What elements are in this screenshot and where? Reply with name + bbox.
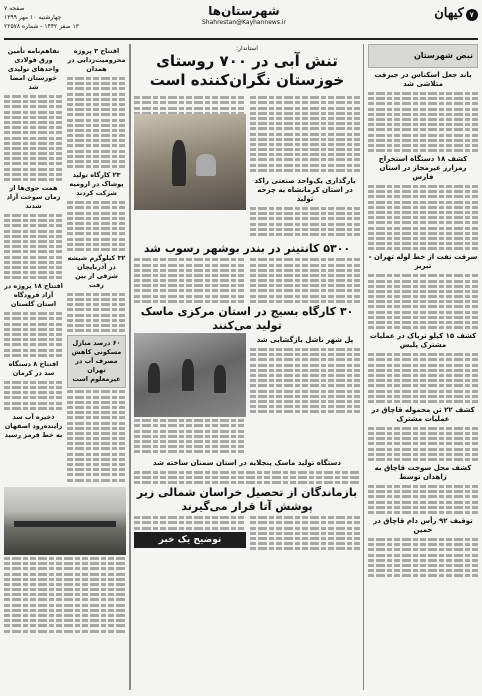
article-body xyxy=(368,538,478,577)
headline: همت جوی‌ها از زمان سوخت آزاد شدند xyxy=(6,184,61,210)
lead-headline: تنش آبی در ۷۰۰ روستای خوزستان نگران‌کننده است xyxy=(149,52,345,89)
article-body xyxy=(250,348,360,413)
article-body xyxy=(250,207,360,236)
article-body xyxy=(368,353,478,403)
headline: سرقت نفت از خط لوله تهران - تبریز xyxy=(368,253,478,271)
headline: ۵۳۰۰ کانتینر در بندر بوشهر رسوب شد xyxy=(143,242,351,256)
headline: افتتاح ۸ دستگاه سد در کرمان xyxy=(8,359,59,377)
article-body xyxy=(4,214,63,279)
masthead xyxy=(4,2,478,40)
article-body xyxy=(368,427,478,461)
issue-number: ۱۳ صفر ۱۴۴۲ - شماره ۲۲۵۷۸ xyxy=(4,23,79,30)
headline: کشف ۲۲ تن محموله قاچاق در عملیات مشترک xyxy=(371,405,475,423)
logo-mark-icon: ۷ xyxy=(466,9,478,21)
article-body xyxy=(250,256,360,305)
workshop-photo xyxy=(134,333,246,417)
lead-body xyxy=(250,94,360,174)
headline: توقیف ۹۲ رأس دام قاچاق در خمین xyxy=(373,516,473,534)
issue-info xyxy=(4,4,96,31)
column-rule xyxy=(130,44,131,690)
article-body xyxy=(368,274,478,329)
headline: افتتاح ۱۸ پروژه در آزاد فرودگاه استان گلستان xyxy=(4,282,63,309)
headline: بارگذاری یک‌واحد صنعتی راکد در استان کرمانشاه به چرخه تولید xyxy=(254,177,356,203)
photo-figure xyxy=(172,140,186,186)
article-body xyxy=(67,293,126,332)
column-left xyxy=(4,44,126,690)
headline: ۳۰ کارگاه بسیج در استان مرکزی ماسک تولید می‌کنند xyxy=(140,305,354,332)
article-body xyxy=(4,557,126,633)
article-body xyxy=(134,256,246,305)
headline: کشف ۱۵ کیلو تریاک در عملیات مشترک پلیس xyxy=(369,332,477,350)
article-body xyxy=(134,516,246,529)
article-body xyxy=(67,201,126,251)
article-body xyxy=(134,419,246,453)
quote-box: ۶۰ درصد منازل مسکونی کاهش مصرف آب در تهران غیرمعلوم است xyxy=(67,335,126,388)
article-body xyxy=(134,471,360,484)
article-body xyxy=(67,390,126,481)
bridge-shape xyxy=(14,521,116,527)
headline: بازماندگان از تحصیل خراسان شمالی زیر پوشش آتا قرار می‌گیرند xyxy=(136,486,358,514)
headline: باند جعل اسکناس در جیرفت متلاشی شد xyxy=(374,71,472,88)
headline: پل شهر ناشل بازگشایی شد xyxy=(256,336,354,344)
bottom-box-title: توضیح یک خبر xyxy=(134,532,246,548)
dam-photo xyxy=(4,487,126,555)
article-body xyxy=(4,381,63,410)
kicker: استاندار: xyxy=(236,45,258,52)
section-title: شهرستان‌ها xyxy=(208,4,280,18)
headline: ۳۲ کیلوگرم شیشه در آذربایجان شرقی از بین رفت xyxy=(67,253,126,289)
column-middle xyxy=(134,44,360,690)
article-body xyxy=(4,95,63,181)
headline: کشف ۱۸ دستگاه استخراج رمزارز غیرمجاز در استان فارس xyxy=(378,155,468,182)
page-number: صفحه ۷ xyxy=(4,5,25,12)
lead-photo xyxy=(134,114,246,210)
article-body xyxy=(67,77,126,168)
article-body xyxy=(250,514,360,553)
article-body xyxy=(368,485,478,514)
headline: کشف محل سوخت قاچاق به زاهدان توسط xyxy=(374,464,472,481)
section-email: Shahrestan@Kayhannews.ir xyxy=(202,19,286,26)
article-body xyxy=(368,185,478,250)
article-body xyxy=(4,312,63,357)
headline: ۲۳ کارگاه تولید پوشاک در ارومیه شرکت کردند xyxy=(69,171,124,198)
news-box-header: نبض شهرستان xyxy=(368,44,478,68)
column-rule xyxy=(363,44,364,690)
article-body xyxy=(368,92,478,152)
column-right xyxy=(368,44,478,690)
issue-date: چهارشنبه ۱۰ مهر ۱۳۹۹ xyxy=(4,14,62,21)
headline: دستگاه تولید ماسک پنجلایه در استان سمنان ساخته شد xyxy=(153,458,341,467)
photo-object xyxy=(196,154,216,176)
headline: ذخیره آب سد زاینده‌رود اصفهان به خط قرمز رسید xyxy=(4,412,63,439)
headline: افتتاح ۳ پروژه محرومیت‌زدایی در همدان xyxy=(67,47,126,73)
headline: تفاهم‌نامه تأمین ورق فولادی واحدهای تولیدی خوزستان امضا شد xyxy=(7,47,60,91)
kayhan-logo: ۷کیهان xyxy=(434,6,478,28)
